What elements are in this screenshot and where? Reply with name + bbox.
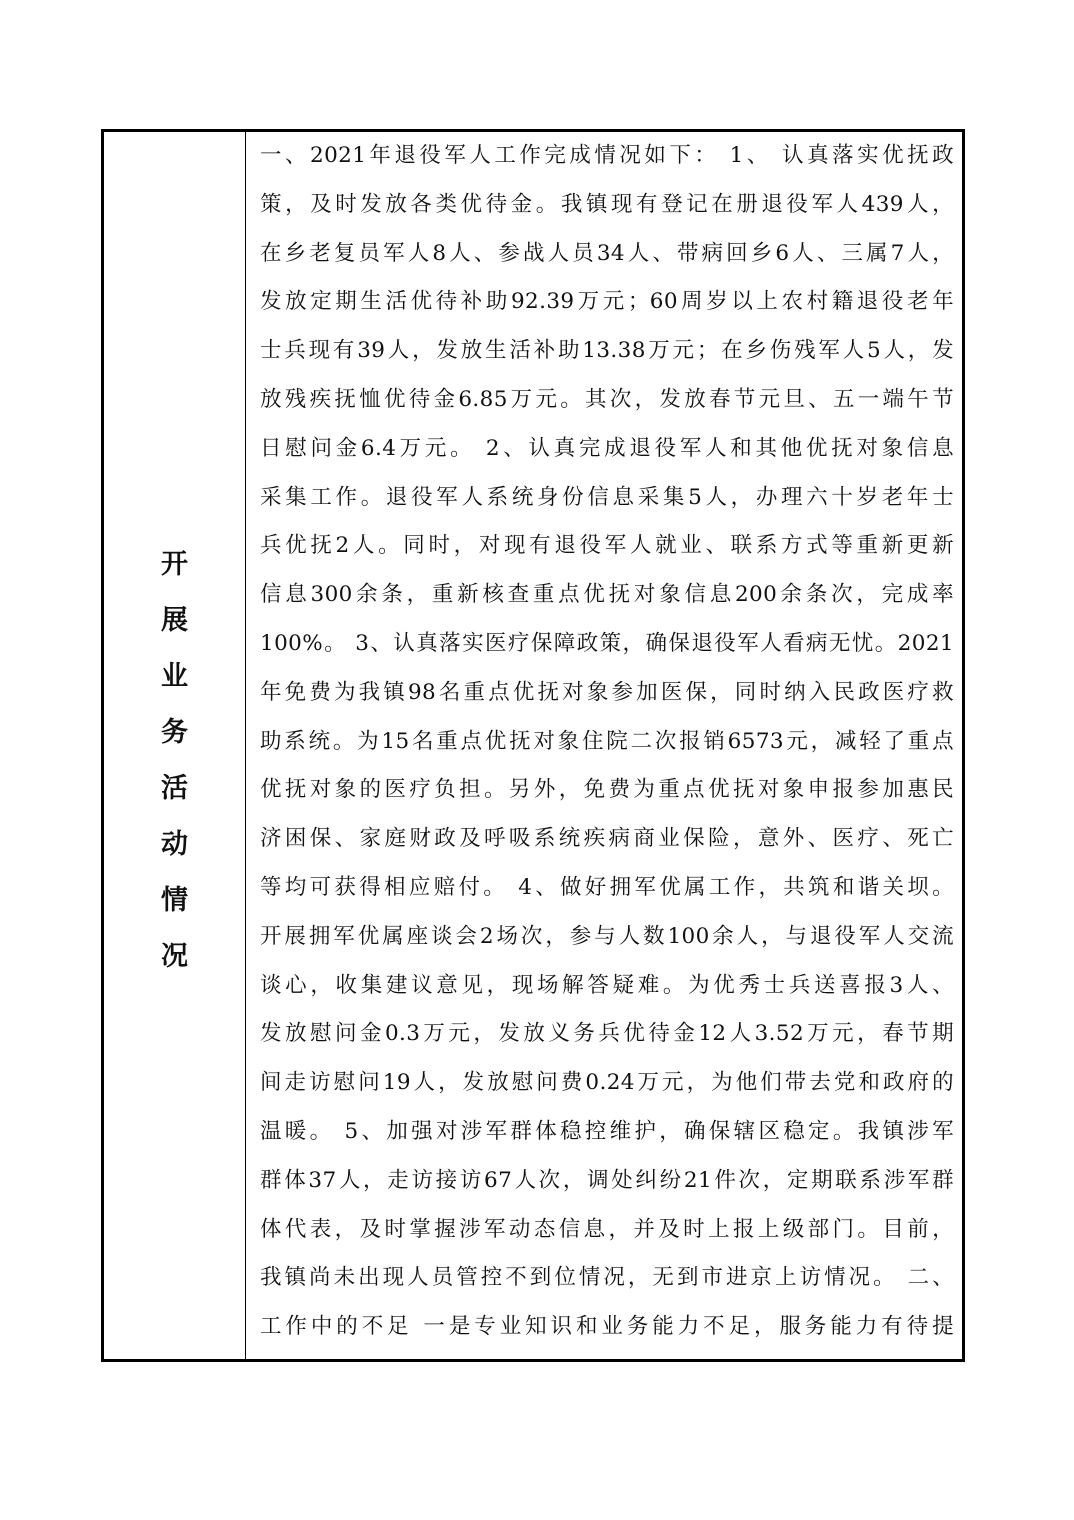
section-label-char: 情 (161, 885, 188, 916)
content-line: 间走访慰问19人，发放慰问费0.24万元，为他们带去党和政府的 (260, 1070, 954, 1096)
content-line: 士兵现有39人，发放生活补助13.38万元；在乡伤残军人5人，发 (260, 338, 954, 364)
content-line: 放残疾抚恤优待金6.85万元。其次，发放春节元旦、五一端午节 (260, 386, 954, 412)
content-line: 发放定期生活优待补助92.39万元；60周岁以上农村籍退役老年 (260, 289, 954, 315)
section-label-char: 开 (161, 549, 188, 580)
content-line: 信息300余条，重新核查重点优抚对象信息200余条次，完成率 (260, 582, 954, 608)
section-label-char: 展 (161, 605, 188, 636)
section-label-char: 活 (161, 773, 188, 804)
content-line: 采集工作。退役军人系统身份信息采集5人，办理六十岁老年士 (260, 484, 954, 510)
content-line: 100%。 3、认真落实医疗保障政策，确保退役军人看病无忧。2021 (260, 630, 954, 656)
content-line: 发放慰问金0.3万元，发放义务兵优待金12人3.52万元，春节期 (260, 1021, 954, 1047)
content-line: 体代表，及时掌握涉军动态信息，并及时上报上级部门。目前， (260, 1216, 954, 1242)
content-line: 群体37人，走访接访67人次，调处纠纷21件次，定期联系涉军群 (260, 1167, 954, 1193)
content-line: 开展拥军优属座谈会2场次，参与人数100余人，与退役军人交流 (260, 923, 954, 949)
content-line: 兵优抚2人。同时，对现有退役军人就业、联系方式等重新更新 (260, 533, 954, 559)
section-label-char: 动 (161, 829, 188, 860)
section-label-cell (104, 132, 246, 1359)
content-line: 年免费为我镇98名重点优抚对象参加医保，同时纳入民政医疗救 (260, 679, 954, 705)
section-label-char: 况 (161, 941, 188, 972)
content-line: 我镇尚未出现人员管控不到位情况，无到市进京上访情况。 二、 (260, 1265, 954, 1291)
content-line: 在乡老复员军人8人、参战人员34人、带病回乡6人、三属7人， (260, 240, 954, 266)
content-line: 策，及时发放各类优待金。我镇现有登记在册退役军人439人， (260, 191, 954, 217)
content-line: 济困保、家庭财政及呼吸系统疾病商业保险，意外、医疗、死亡 (260, 826, 954, 852)
content-line: 工作中的不足 一是专业知识和业务能力不足，服务能力有待提 (260, 1314, 954, 1340)
content-line: 谈心，收集建议意见，现场解答疑难。为优秀士兵送喜报3人、 (260, 972, 954, 998)
content-line: 温暖。 5、加强对涉军群体稳控维护，确保辖区稳定。我镇涉军 (260, 1118, 954, 1144)
content-cell (246, 132, 962, 1359)
content-line: 一、2021年退役军人工作完成情况如下： 1、 认真落实优抚政 (260, 143, 954, 168)
form-table (101, 129, 965, 1362)
section-label (104, 537, 245, 985)
content-line: 助系统。为15名重点优抚对象住院二次报销6573元，减轻了重点 (260, 728, 954, 754)
content-line: 优抚对象的医疗负担。另外，免费为重点优抚对象申报参加惠民 (260, 777, 954, 803)
section-label-char: 务 (161, 717, 188, 748)
content-line: 日慰问金6.4万元。 2、认真完成退役军人和其他优抚对象信息 (260, 435, 954, 461)
section-label-char: 业 (161, 661, 188, 692)
content-line: 等均可获得相应赔付。 4、做好拥军优属工作，共筑和谐关坝。 (260, 874, 954, 900)
content-body (260, 132, 954, 1352)
